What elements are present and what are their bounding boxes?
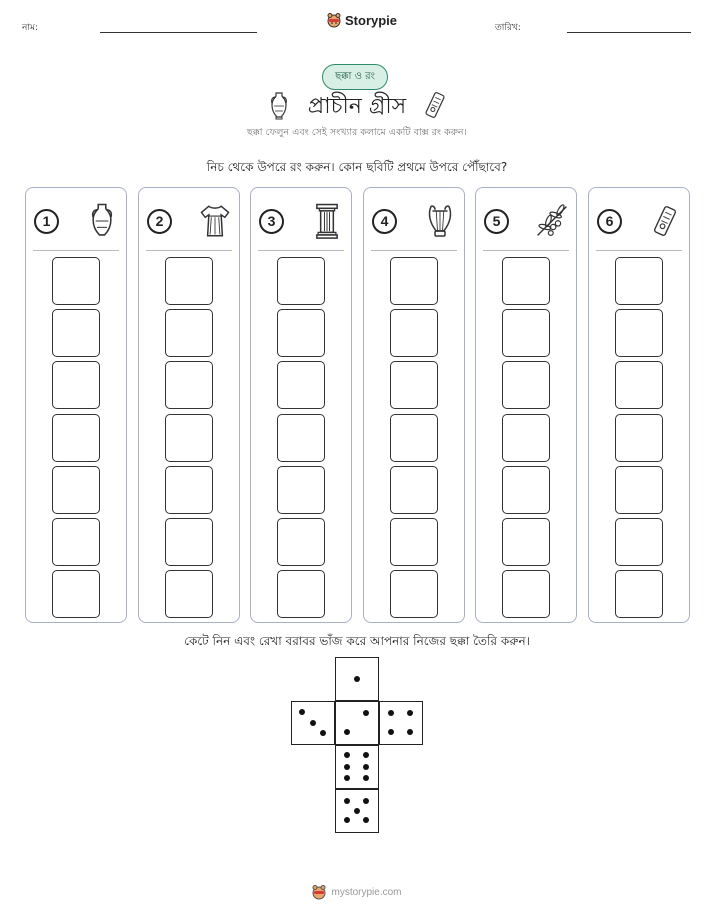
scroll-icon [422,89,448,121]
color-box[interactable] [277,518,325,566]
column-header [259,202,345,240]
dice-pip [363,764,369,770]
dice-pip [344,817,350,823]
dice-pip [354,676,360,682]
color-box[interactable] [615,257,663,305]
dice-pip [363,817,369,823]
color-box[interactable] [390,414,438,462]
color-box[interactable] [277,309,325,357]
olive-branch-icon [534,202,570,240]
dice-pip [310,720,316,726]
color-box[interactable] [390,466,438,514]
dice-pip [344,775,350,781]
cut-instruction: কেটে নিন এবং রেখা বরাবর ভাঁজ করে আপনার নিজের ছক্কা তৈরি করুন। [184,634,530,648]
dice-face-2 [335,701,379,745]
color-box[interactable] [615,466,663,514]
color-box[interactable] [502,361,550,409]
column-number: 3 [259,209,284,234]
color-box[interactable] [165,309,213,357]
dice-pip [344,729,350,735]
column-divider [596,250,682,251]
dice-pip [407,710,413,716]
activity-tag: ছক্কা ও রং [322,64,388,90]
dice-pip [344,752,350,758]
dice-pip [407,729,413,735]
color-box[interactable] [502,257,550,305]
color-box[interactable] [390,361,438,409]
color-box[interactable] [390,518,438,566]
color-box[interactable] [52,466,100,514]
column-number: 1 [34,209,59,234]
dice-column-1 [25,187,127,623]
dice-pip [363,775,369,781]
dice-pip [363,752,369,758]
column-header [34,202,120,240]
dice-pip [363,798,369,804]
amphora-icon [84,202,120,240]
dice-column-6 [588,187,690,623]
color-box[interactable] [390,309,438,357]
color-box[interactable] [502,309,550,357]
color-box[interactable] [52,518,100,566]
brand-name: Storypie [345,12,398,28]
dice-pip [354,808,360,814]
column-icon [309,202,345,240]
color-box[interactable] [52,309,100,357]
footer [0,884,714,900]
column-divider [483,250,569,251]
footer-url[interactable]: mystorypie.com [331,886,402,898]
color-box[interactable] [52,361,100,409]
dice-pip [299,709,305,715]
page-title: প্রাচীন গ্রীস [307,94,407,119]
color-box[interactable] [502,466,550,514]
dice-face-6 [335,745,379,789]
dice-column-5 [475,187,577,623]
color-box[interactable] [277,570,325,618]
color-box[interactable] [615,570,663,618]
dice-pip [388,710,394,716]
color-box[interactable] [52,414,100,462]
color-box[interactable] [502,518,550,566]
instruction-text: নিচ থেকে উপরে রং করুন। কোন ছবিটি প্রথমে উপরে পৌঁছাবে? [206,160,508,174]
color-box[interactable] [52,257,100,305]
color-box[interactable] [165,361,213,409]
color-box[interactable] [615,518,663,566]
color-box[interactable] [165,570,213,618]
storypie-mascot-icon [327,12,341,28]
color-box[interactable] [277,361,325,409]
color-box[interactable] [277,466,325,514]
color-box[interactable] [165,466,213,514]
column-divider [146,250,232,251]
storypie-mascot-icon [312,884,326,900]
color-box[interactable] [502,570,550,618]
date-label: তারিখ: [495,23,521,33]
tunic-icon [197,202,233,240]
column-header [484,202,570,240]
dice-column-4 [363,187,465,623]
column-number: 2 [147,209,172,234]
color-box[interactable] [502,414,550,462]
color-box[interactable] [615,309,663,357]
column-number: 6 [597,209,622,234]
dice-column-2 [138,187,240,623]
dice-face-1 [335,657,379,701]
dice-pip [388,729,394,735]
date-line[interactable] [567,32,691,33]
name-line[interactable] [100,32,257,33]
dice-pip [344,764,350,770]
color-box[interactable] [277,257,325,305]
subtitle: ছক্কা ফেলুন এবং সেই সংখ্যার কলামে একটি বাক্স রং করুন। [247,127,467,138]
brand-logo [327,12,397,28]
dice-pip [363,710,369,716]
color-box[interactable] [165,518,213,566]
scroll-icon [647,202,683,240]
color-box[interactable] [390,257,438,305]
dice-pip [320,730,326,736]
color-box[interactable] [615,414,663,462]
column-header [147,202,233,240]
dice-face-5 [335,789,379,833]
color-box[interactable] [165,414,213,462]
column-number: 5 [484,209,509,234]
color-box[interactable] [277,414,325,462]
column-number: 4 [372,209,397,234]
dice-face-4 [379,701,423,745]
column-header [597,202,683,240]
column-header [372,202,458,240]
column-divider [258,250,344,251]
dice-pip [344,798,350,804]
color-box[interactable] [615,361,663,409]
dice-face-3 [291,701,335,745]
color-box[interactable] [165,257,213,305]
dice-column-3 [250,187,352,623]
color-box[interactable] [52,570,100,618]
name-label: নাম: [22,23,39,33]
lyre-icon [422,202,458,240]
column-divider [33,250,119,251]
column-divider [371,250,457,251]
color-box[interactable] [390,570,438,618]
